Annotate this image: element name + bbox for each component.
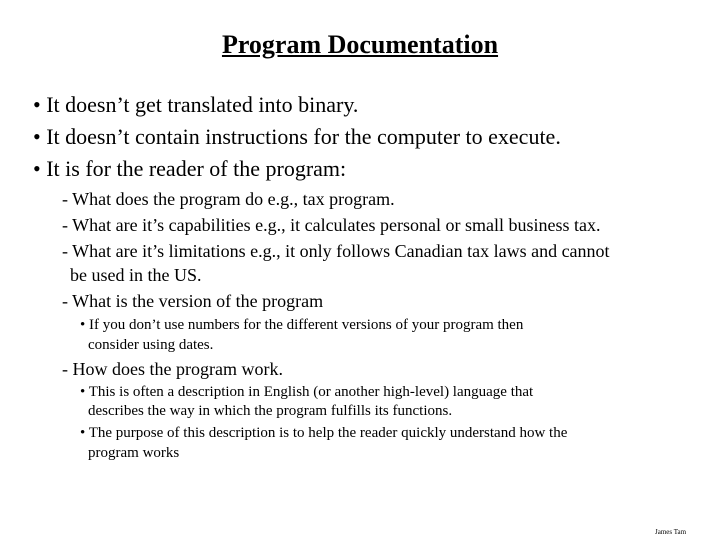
bullet-reader: • It is for the reader of the program:: [33, 156, 347, 181]
bullet-binary: • It doesn’t get translated into binary.: [33, 92, 359, 117]
version-note-cont: consider using dates.: [88, 337, 214, 353]
sub-item-limitations-cont: be used in the US.: [70, 265, 202, 285]
sub-item-how: - How does the program work.: [62, 359, 283, 379]
how-note-purpose: • The purpose of this description is to help the reader quickly understand how the: [80, 425, 568, 441]
how-note-description: • This is often a description in English (or another high-level) language that: [80, 384, 534, 400]
sub-item-limitations: - What are it’s limitations e.g., it only follows Canadian tax laws and cannot: [62, 241, 610, 261]
slide-title: Program Documentation: [221, 30, 499, 59]
how-note-description-cont: describes the way in which the program fulfills its functions.: [88, 403, 453, 419]
sub-item-version: - What is the version of the program: [62, 291, 324, 311]
bullet-instructions: • It doesn’t contain instructions for the computer to execute.: [33, 124, 561, 149]
sub-item-what-does: - What does the program do e.g., tax program.: [62, 189, 395, 209]
version-note: • If you don’t use numbers for the different versions of your program then: [80, 317, 524, 333]
how-note-purpose-cont: program works: [88, 445, 180, 461]
sub-item-capabilities: - What are it’s capabilities e.g., it calculates personal or small business tax.: [62, 215, 601, 235]
author-footer: James Tam: [655, 528, 687, 536]
